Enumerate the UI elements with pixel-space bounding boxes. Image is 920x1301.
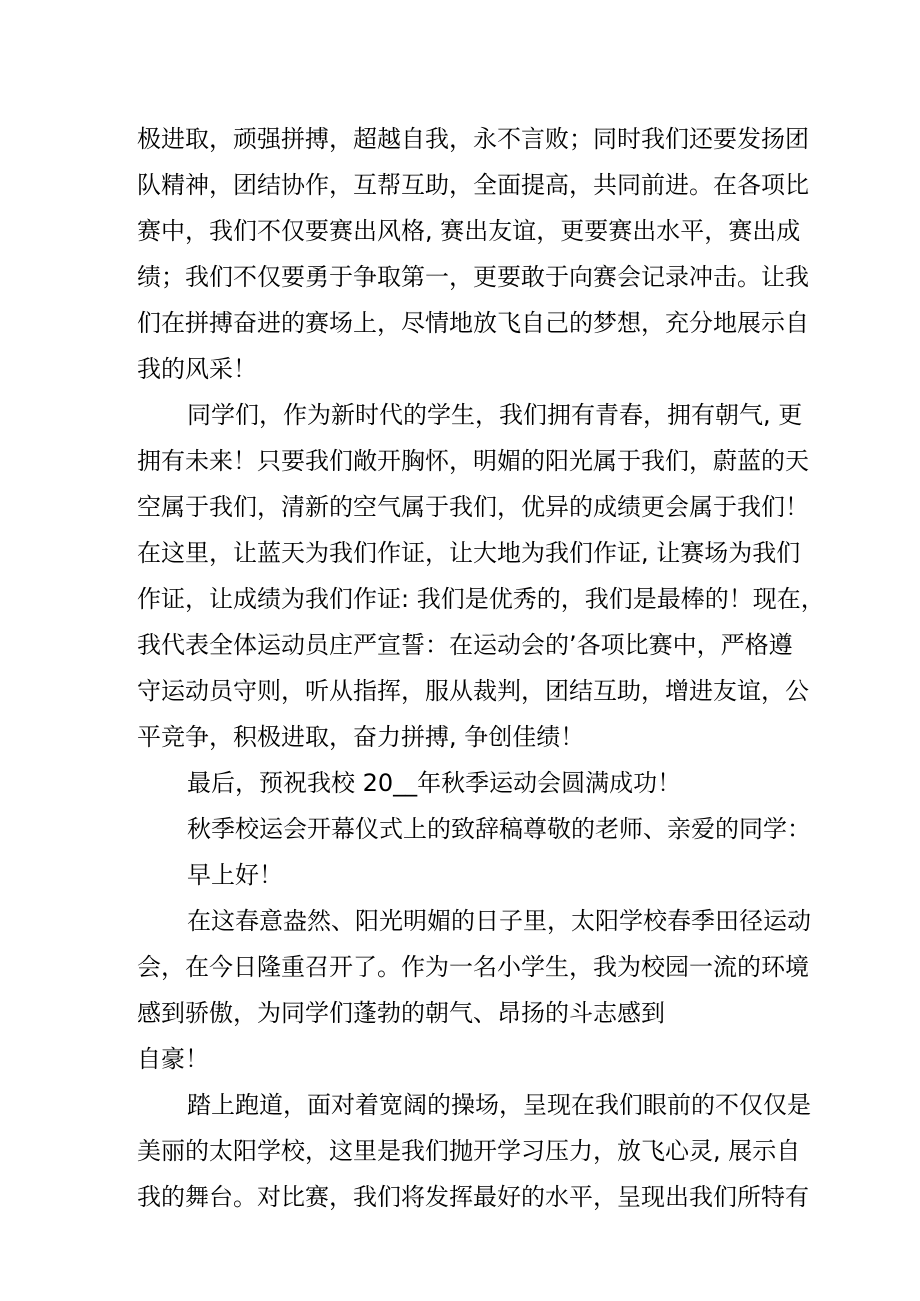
text-line: 队精神，团结协作，互帮互助，全面提高，共同前进。在各项比 (137, 171, 809, 199)
text-line: 作证，让成绩为我们作证: 我们是优秀的，我们是最棒的！现在， (137, 585, 825, 613)
text-line: 绩；我们不仅要勇于争取第一，更要敢于向赛会记录冲击。让我 (137, 263, 809, 291)
text-line: 拥有未来！只要我们敞开胸怀，明媚的阳光属于我们，蔚蓝的天 (137, 447, 809, 475)
text-line: 美丽的太阳学校，这里是我们抛开学习压力，放飞心灵, 展示自 (137, 1137, 801, 1165)
text-line: 极进取，顽强拼搏，超越自我，永不言败；同时我们还要发扬团 (137, 125, 809, 153)
text-line: 早上好！ (187, 861, 283, 889)
text-line: 在这里，让蓝天为我们作证，让大地为我们作证, 让赛场为我们 (137, 539, 801, 567)
text-line: 会，在今日隆重召开了。作为一名小学生，我为校园一流的环境 (137, 953, 809, 981)
document-body-text (137, 116, 825, 1220)
text-line: 我的风采！ (137, 355, 257, 383)
text-line: 感到骄傲，为同学们蓬勃的朝气、昂扬的斗志感到 (137, 999, 665, 1027)
text-line: 们在拼搏奋进的赛场上，尽情地放飞自己的梦想，充分地展示自 (137, 309, 809, 337)
text-line: 空属于我们，清新的空气属于我们，优异的成绩更会属于我们！ (137, 493, 809, 521)
text-line: 秋季校运会开幕仪式上的致辞稿尊敬的老师、亲爱的同学： (187, 815, 811, 843)
text-line: 在这春意盎然、阳光明媚的日子里，太阳学校春季田径运动 (187, 907, 811, 935)
text-line: 最后，预祝我校 20__年秋季运动会圆满成功！ (187, 769, 682, 797)
text-line: 我代表全体运动员庄严宣誓：在运动会的’各项比赛中，严格遵 (137, 631, 793, 659)
text-line: 踏上跑道，面对着宽阔的操场，呈现在我们眼前的不仅仅是 (187, 1091, 811, 1119)
text-line: 我的舞台。对比赛，我们将发挥最好的水平，呈现出我们所特有 (137, 1183, 809, 1211)
text-line: 守运动员守则，听从指挥，服从裁判，团结互助，增进友谊，公 (137, 677, 809, 705)
text-line: 同学们，作为新时代的学生，我们拥有青春，拥有朝气, 更 (187, 401, 803, 429)
text-line: 自豪！ (137, 1045, 209, 1073)
text-line: 赛中，我们不仅要赛出风格, 赛出友谊，更要赛出水平，赛出成 (137, 217, 801, 245)
text-line: 平竞争，积极进取，奋力拼搏, 争创佳绩！ (137, 723, 585, 751)
